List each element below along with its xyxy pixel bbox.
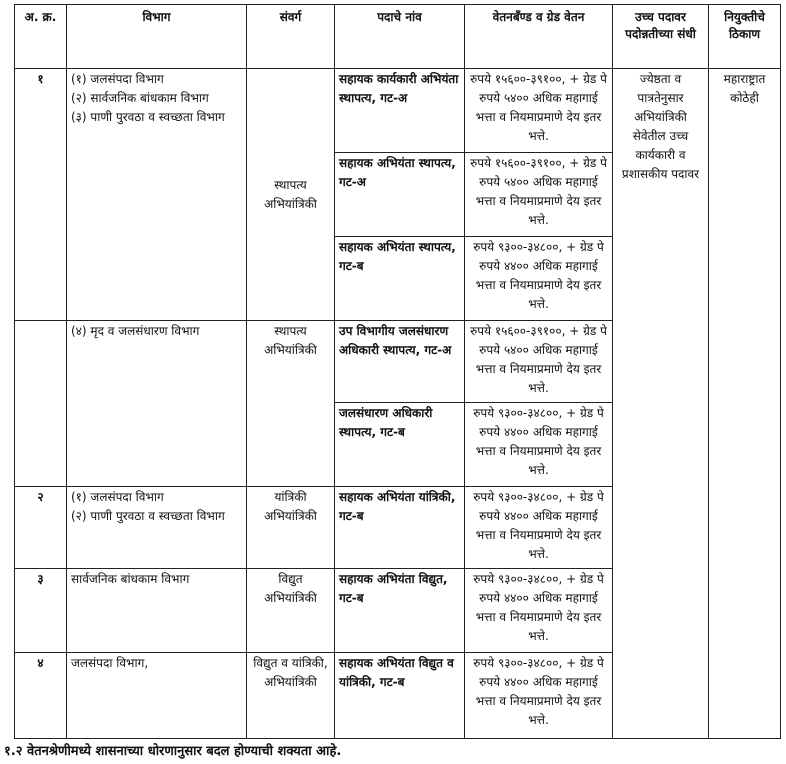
- post-name-cell: सहायक अभियंता स्थापत्य, गट-ब: [335, 237, 465, 321]
- header-posting-place: नियुक्तीचे ठिकाण: [709, 5, 781, 69]
- post-name-cell: सहायक अभियंता स्थापत्य, गट-अ: [335, 153, 465, 237]
- header-department: विभाग: [67, 5, 247, 69]
- posting-place-cell: महाराष्ट्रात कोठेही: [709, 69, 781, 739]
- department-line: (२) पाणी पुरवठा व स्वच्छता विभाग: [71, 509, 225, 523]
- footnote: १.२ वेतनश्रेणीमध्ये शासनाच्या धोरणानुसार बदल होण्याची शक्यता आहे.: [4, 744, 342, 759]
- header-pay-band: वेतनबँण्ड व ग्रेड वेतन: [465, 5, 613, 69]
- post-name-cell: सहायक कार्यकारी अभियंता स्थापत्य, गट-अ: [335, 69, 465, 153]
- serial-no-cell: १: [15, 69, 67, 321]
- cadre-cell: विद्युत अभियांत्रिकी: [247, 569, 335, 653]
- cadre-cell: स्थापत्य अभियांत्रिकी: [247, 69, 335, 321]
- post-name-cell: सहायक अभियंता विद्युत, गट-ब: [335, 569, 465, 653]
- cadre-cell: विद्युत व यांत्रिकी, अभियांत्रिकी: [247, 653, 335, 739]
- cadre-cell: यांत्रिकी अभियांत्रिकी: [247, 487, 335, 569]
- pay-scale-cell: रुपये ९३००-३४८००, + ग्रेड पे रुपये ४४०० अधिक महागाई भत्ता व नियमाप्रमाणे देय इतर भत्ते.: [465, 487, 613, 569]
- department-line: जलसंपदा विभाग,: [71, 656, 149, 670]
- post-name-cell: सहायक अभियंता यांत्रिकी, गट-ब: [335, 487, 465, 569]
- department-line: (२) सार्वजनिक बांधकाम विभाग: [71, 91, 209, 105]
- serial-no-cell: [15, 321, 67, 487]
- department-cell: [67, 653, 247, 739]
- department-line: (३) पाणी पुरवठा व स्वच्छता विभाग: [71, 110, 225, 124]
- department-line: सार्वजनिक बांधकाम विभाग: [71, 572, 190, 586]
- department-cell: [67, 487, 247, 569]
- serial-no-cell: २: [15, 487, 67, 569]
- pay-scale-cell: रुपये ९३००-३४८००, + ग्रेड पे रुपये ४४०० अधिक महागाई भत्ता व नियमाप्रमाणे देय इतर भत्ते.: [465, 237, 613, 321]
- serial-no-cell: ३: [15, 569, 67, 653]
- promotion-cell: ज्येष्ठता व पात्रतेनुसार अभियांत्रिकी सेवेतील उच्च कार्यकारी व प्रशासकीय पदावर: [613, 69, 709, 739]
- department-cell: [67, 321, 247, 487]
- pay-scale-cell: रुपये १५६००-३९१००, + ग्रेड पे रुपये ५४०० अधिक महागाई भत्ता व नियमाप्रमाणे देय इतर भत्ते.: [465, 153, 613, 237]
- header-serial-no: अ. क्र.: [15, 5, 67, 69]
- pay-scale-cell: रुपये ९३००-३४८००, + ग्रेड पे रुपये ४४०० अधिक महागाई भत्ता व नियमाप्रमाणे देय इतर भत्ते.: [465, 569, 613, 653]
- cadre-cell: स्थापत्य अभियांत्रिकी: [247, 321, 335, 487]
- department-line: (१) जलसंपदा विभाग: [71, 490, 164, 504]
- department-cell: [67, 569, 247, 653]
- pay-scale-cell: रुपये ९३००-३४८००, + ग्रेड पे रुपये ४४०० अधिक महागाई भत्ता व नियमाप्रमाणे देय इतर भत्ते.: [465, 653, 613, 739]
- department-cell: [67, 69, 247, 321]
- pay-scale-cell: रुपये १५६००-३९१००, + ग्रेड पे रुपये ५४०० अधिक महागाई भत्ता व नियमाप्रमाणे देय इतर भत्ते.: [465, 321, 613, 403]
- serial-no-cell: ४: [15, 653, 67, 739]
- post-name-cell: उप विभागीय जलसंधारण अधिकारी स्थापत्य, गट-अ: [335, 321, 465, 403]
- post-name-cell: सहायक अभियंता विद्युत व यांत्रिकी, गट-ब: [335, 653, 465, 739]
- table-row: [15, 69, 781, 153]
- pay-scale-cell: रुपये १५६००-३९१००, + ग्रेड पे रुपये ५४०० अधिक महागाई भत्ता व नियमाप्रमाणे देय इतर भत्ते.: [465, 69, 613, 153]
- department-line: (४) मृद व जलसंधारण विभाग: [71, 324, 200, 338]
- header-promotion: उच्च पदावर पदोन्नतीच्या संधी: [613, 5, 709, 69]
- pay-scale-cell: रुपये ९३००-३४८००, + ग्रेड पे रुपये ४४०० अधिक महागाई भत्ता व नियमाप्रमाणे देय इतर भत्ते.: [465, 403, 613, 487]
- header-cadre: संवर्ग: [247, 5, 335, 69]
- post-name-cell: जलसंधारण अधिकारी स्थापत्य, गट-ब: [335, 403, 465, 487]
- table-header-row: [15, 5, 781, 69]
- header-post-name: पदाचे नांव: [335, 5, 465, 69]
- recruitment-table: [14, 4, 781, 739]
- department-line: (१) जलसंपदा विभाग: [71, 72, 164, 86]
